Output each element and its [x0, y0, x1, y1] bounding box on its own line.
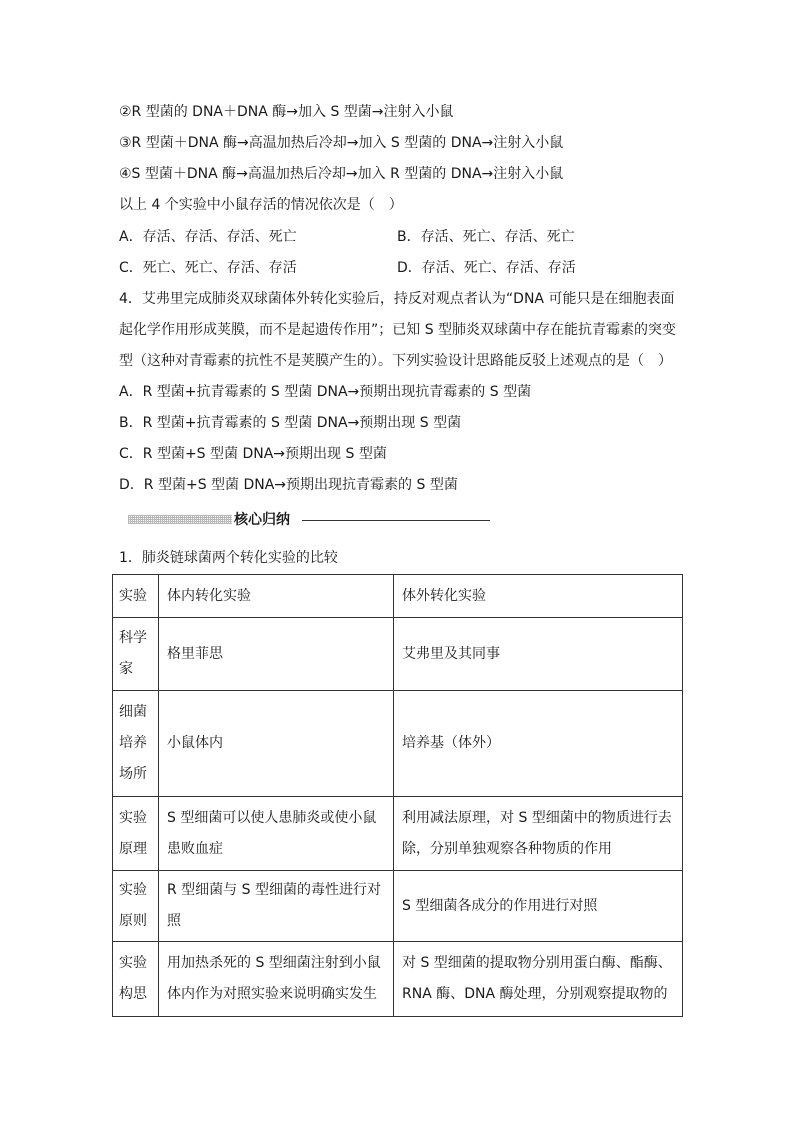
- q3-option-b: B．存活、死亡、存活、死亡: [397, 229, 575, 245]
- q3-item-3: ③R 型菌＋DNA 酶→高温加热后冷却→加入 S 型菌的 DNA→注射入小鼠: [119, 135, 564, 151]
- table-header-row: [113, 575, 683, 618]
- row-label-principle: [113, 797, 159, 871]
- section-subtitle: 1．肺炎链球菌两个转化实验的比较: [119, 550, 338, 566]
- row-label-design: [113, 942, 159, 1017]
- row-label-line: 原则: [119, 913, 147, 929]
- cell-line: 培养基（体外）: [402, 735, 500, 751]
- row-label-line: 细菌: [119, 704, 147, 720]
- cell-in-vivo-scientist: [159, 618, 394, 691]
- q3-item-2: ②R 型菌的 DNA＋DNA 酶→加入 S 型菌→注射入小鼠: [119, 104, 454, 120]
- row-label-line: 实验: [119, 955, 147, 971]
- q4-stem-line-1: 4．艾弗里完成肺炎双球菌体外转化实验后，持反对观点者认为“DNA 可能只是在细胞表面: [119, 291, 675, 307]
- row-label-line: 培养: [119, 735, 147, 751]
- cell-in-vivo-rule: [159, 871, 394, 942]
- table-row: [113, 618, 683, 691]
- section-header: [122, 508, 494, 532]
- table-row: [113, 942, 683, 1017]
- cell-in-vitro-principle: [394, 797, 683, 871]
- cell-line: 利用减法原理，对 S 型细菌中的物质进行去: [402, 809, 672, 826]
- dotted-bar-decoration: [128, 515, 232, 524]
- cell-in-vitro-scientist: [394, 618, 683, 691]
- row-label-line: 构思: [119, 986, 147, 1002]
- cell-line: 格里菲思: [167, 645, 223, 662]
- q3-option-a: A．存活、存活、存活、死亡: [119, 229, 297, 245]
- cell-in-vivo-principle: [159, 797, 394, 871]
- q3-item-4: ④S 型菌＋DNA 酶→高温加热后冷却→加入 R 型菌的 DNA→注射入小鼠: [119, 166, 564, 182]
- row-label-line: 实验: [119, 809, 147, 826]
- cell-line: 除，分别单独观察各种物质的作用: [402, 840, 612, 857]
- cell-in-vitro-culture-site: [394, 691, 683, 797]
- table-row: [113, 797, 683, 871]
- table-row: [113, 691, 683, 797]
- cell-in-vitro-design: [394, 942, 683, 1017]
- comparison-table: [112, 574, 683, 1017]
- cell-line: 用加热杀死的 S 型细菌注射到小鼠: [167, 955, 381, 971]
- q4-option-c: C．R 型菌+S 型菌 DNA→预期出现 S 型菌: [119, 446, 387, 462]
- row-label-line: 科学: [119, 630, 147, 646]
- q3-option-d: D．存活、死亡、存活、存活: [397, 260, 576, 276]
- cell-line: S 型细菌可以使人患肺炎或使小鼠: [167, 809, 377, 826]
- q4-option-d: D．R 型菌+S 型菌 DNA→预期出现抗青霉素的 S 型菌: [119, 477, 458, 493]
- cell-line: RNA 酶、DNA 酶处理，分别观察提取物的: [402, 986, 668, 1002]
- q4-option-b: B．R 型菌+抗青霉素的 S 型菌 DNA→预期出现 S 型菌: [119, 415, 462, 431]
- row-label-line: 原理: [119, 840, 147, 857]
- q3-option-c: C．死亡、死亡、存活、存活: [119, 260, 297, 276]
- q3-stem: 以上 4 个实验中小鼠存活的情况依次是（ ）: [119, 197, 403, 213]
- cell-line: R 型细菌与 S 型细菌的毒性进行对照: [167, 882, 381, 929]
- section-rule: [302, 520, 490, 521]
- header-cell-in-vivo: 体内转化实验: [159, 575, 394, 618]
- cell-line: 艾弗里及其同事: [402, 645, 500, 662]
- q4-stem-line-2: 起化学作用形成荚膜，而不是起遗传作用”；已知 S 型肺炎双球菌中存在能抗青霉素的突变: [119, 322, 677, 338]
- row-label-rule: [113, 871, 159, 942]
- cell-in-vitro-rule: [394, 871, 683, 942]
- row-label-scientist: [113, 618, 159, 691]
- cell-in-vivo-design: [159, 942, 394, 1017]
- row-label-line: 家: [119, 661, 133, 677]
- row-label-culture-site: [113, 691, 159, 797]
- table-row: [113, 871, 683, 942]
- row-label-line: 场所: [119, 766, 147, 782]
- cell-line: S 型细菌各成分的作用进行对照: [402, 897, 598, 914]
- row-label-line: 实验: [119, 882, 147, 898]
- header-cell-experiment: 实验: [113, 575, 159, 618]
- q4-option-a: A．R 型菌+抗青霉素的 S 型菌 DNA→预期出现抗青霉素的 S 型菌: [119, 384, 532, 400]
- section-title: 核心归纳: [234, 512, 290, 528]
- cell-line: 患败血症: [167, 840, 223, 857]
- cell-line: 小鼠体内: [167, 735, 223, 751]
- q4-stem-line-3: 型（这种对青霉素的抗性不是荚膜产生的）。下列实验设计思路能反驳上述观点的是（ ）: [119, 353, 672, 369]
- cell-line: 对 S 型细菌的提取物分别用蛋白酶、酯酶、: [402, 955, 672, 971]
- cell-in-vivo-culture-site: [159, 691, 394, 797]
- header-cell-in-vitro: 体外转化实验: [394, 575, 683, 618]
- cell-line: 体内作为对照实验来说明确实发生: [167, 986, 377, 1002]
